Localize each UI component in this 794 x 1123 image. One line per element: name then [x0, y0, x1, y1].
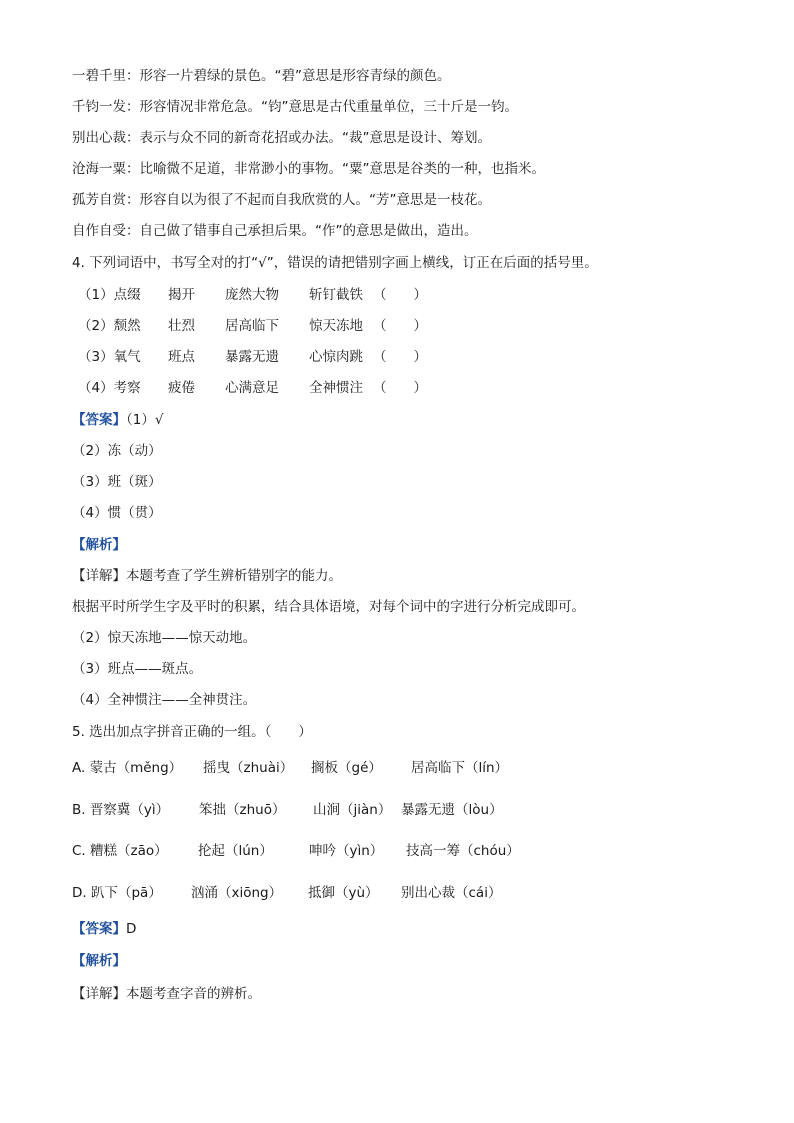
idiom-line: 别出心裁：表示与众不同的新奇花招或办法。“裁”意思是设计、筹划。	[72, 130, 491, 146]
q4-word: 揭开	[168, 287, 195, 303]
q5-option-item: 暴露无遗（lòu）	[401, 802, 503, 818]
q5-option-item: A. 蒙古（měng）	[72, 760, 183, 776]
q5-option-item: 别出心裁（cái）	[401, 885, 502, 901]
q4-word: （2）颓然	[78, 318, 141, 334]
detail-text: 本题考查了学生辨析错别字的能力。	[126, 568, 342, 584]
q5-option-item: 技高一筹（chóu）	[406, 843, 520, 859]
q4-analysis-tag	[72, 536, 126, 554]
q4-answer-line: （2）冻（动）	[72, 443, 162, 459]
q4-answer-line: （4）惯（贯）	[72, 505, 162, 521]
q5-option-item: D. 趴下（pā）	[72, 885, 162, 901]
analysis-tag: 【解析】	[72, 537, 126, 553]
q4-answer-line: （3）班（斑）	[72, 474, 162, 490]
detail-tag: 【详解】	[72, 986, 126, 1002]
q4-word: 疲倦	[168, 380, 195, 396]
q5-option-item: C. 糟糕（zāo）	[72, 843, 168, 859]
q4-word: 暴露无遗	[225, 349, 279, 365]
q5-analysis-tag	[72, 952, 126, 970]
q5-option-item: 笨拙（zhuō）	[199, 802, 286, 818]
q4-word: 壮烈	[168, 318, 195, 334]
q4-answer-blank: （ ）	[373, 287, 427, 303]
q4-answer	[72, 411, 163, 429]
idiom-line: 自作自受：自己做了错事自己承担后果。“作”的意思是做出，造出。	[72, 223, 478, 239]
idiom-line: 沧海一粟：比喻微不足道，非常渺小的事物。“粟”意思是谷类的一种，也指米。	[72, 161, 545, 177]
q5-answer	[72, 920, 136, 938]
q4-detail-line: （2）惊天冻地——惊天动地。	[72, 630, 257, 646]
q5-option-item: 呻吟（yìn）	[309, 843, 384, 859]
q4-word: 居高临下	[225, 318, 279, 334]
q4-answer-blank: （ ）	[373, 349, 427, 365]
idiom-line: 一碧千里：形容一片碧绿的景色。“碧”意思是形容青绿的颜色。	[72, 68, 451, 84]
q5-detail	[72, 985, 261, 1003]
question-4-text: 4. 下列词语中，书写全对的打“√”，错误的请把错别字画上横线，订正在后面的括号里。	[72, 255, 598, 271]
q4-word: 班点	[168, 349, 195, 365]
q4-word: （3）氧气	[78, 349, 141, 365]
idiom-line: 千钧一发：形容情况非常危急。“钧”意思是古代重量单位，三十斤是一钧。	[72, 99, 518, 115]
question-5-text: 5. 选出加点字拼音正确的一组。（ ）	[72, 724, 312, 740]
q4-detail	[72, 567, 342, 585]
q5-option-item: B. 晋察冀（yì）	[72, 802, 170, 818]
q4-word: 斩钉截铁	[309, 287, 363, 303]
q4-detail-line: 根据平时所学生字及平时的积累，结合具体语境，对每个词中的字进行分析完成即可。	[72, 599, 585, 615]
q4-word: 心惊肉跳	[309, 349, 363, 365]
q4-word: （1）点缀	[78, 287, 141, 303]
q4-answer-blank: （ ）	[373, 380, 427, 396]
q5-option-item: 汹涌（xiōng）	[191, 885, 283, 901]
q4-word: 庞然大物	[225, 287, 279, 303]
q5-option-item: 摇曳（zhuài）	[203, 760, 294, 776]
q4-word: （4）考察	[78, 380, 141, 396]
idiom-line: 孤芳自赏：形容自以为很了不起而自我欣赏的人。“芳”意思是一枝花。	[72, 192, 491, 208]
q4-detail-line: （3）班点——斑点。	[72, 661, 203, 677]
q4-word: 惊天冻地	[309, 318, 363, 334]
detail-tag: 【详解】	[72, 568, 126, 584]
analysis-tag: 【解析】	[72, 953, 126, 969]
q4-word: 全神惯注	[309, 380, 363, 396]
answer-tag: 【答案】	[72, 921, 126, 937]
q5-option-item: 山涧（jiàn）	[313, 802, 392, 818]
q5-option-item: 搁板（gé）	[311, 760, 382, 776]
q5-option-item: 抡起（lún）	[198, 843, 273, 859]
q4-answer-blank: （ ）	[373, 318, 427, 334]
answer-value: （1）√	[126, 412, 164, 428]
q4-detail-line: （4）全神惯注——全神贯注。	[72, 692, 257, 708]
q5-option-item: 居高临下（lín）	[411, 760, 509, 776]
answer-value: D	[126, 921, 137, 937]
q4-word: 心满意足	[225, 380, 279, 396]
answer-tag: 【答案】	[72, 412, 126, 428]
detail-text: 本题考查字音的辨析。	[126, 986, 261, 1002]
q5-option-item: 抵御（yù）	[308, 885, 379, 901]
